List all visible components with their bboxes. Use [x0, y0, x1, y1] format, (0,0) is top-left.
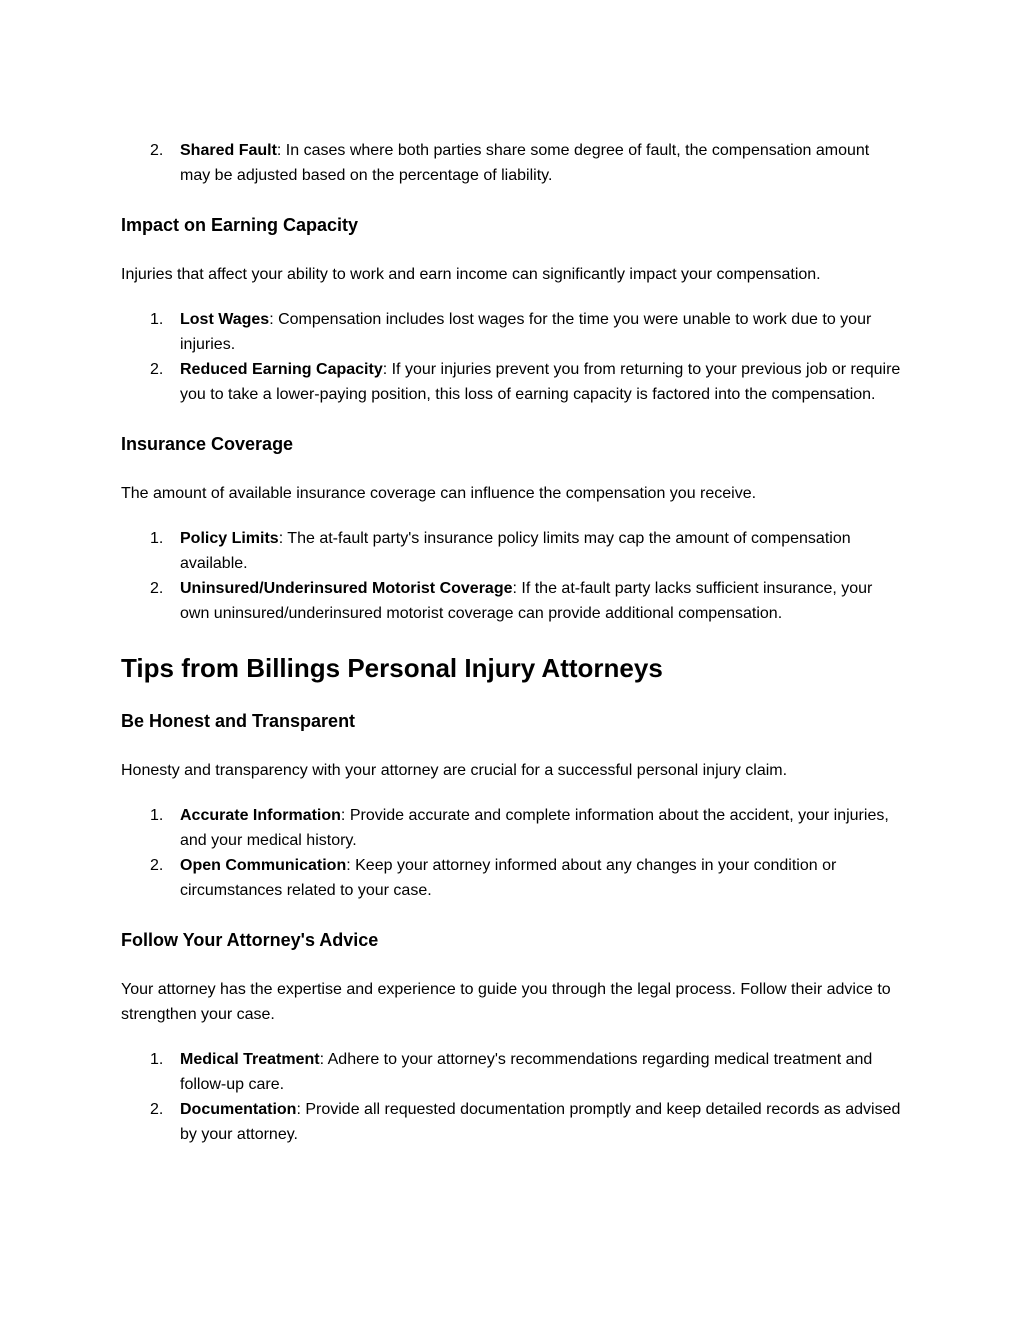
- list-item-number: 2.: [150, 142, 164, 159]
- list-item-rest: : The at-fault party's insurance policy limits may cap the amount of compensation available.: [180, 530, 851, 572]
- numbered-list-earning-capacity: [121, 307, 903, 407]
- section-heading-insurance-coverage: Insurance Coverage: [121, 434, 294, 454]
- list-item-text: [180, 803, 903, 853]
- list-item-term: Documentation: [180, 1101, 297, 1118]
- section-heading-follow-advice: Follow Your Attorney's Advice: [121, 930, 379, 950]
- list-item-rest: : Keep your attorney informed about any changes in your condition or circumstances related to your case.: [180, 857, 837, 899]
- list-item-text: [180, 138, 903, 188]
- numbered-list-follow-advice: [121, 1047, 903, 1147]
- list-item-term: Shared Fault: [180, 142, 277, 159]
- list-item: [121, 307, 903, 357]
- section-heading-earning-capacity: Impact on Earning Capacity: [121, 215, 359, 235]
- list-item-text: [180, 307, 903, 357]
- list-item-rest: : Provide accurate and complete information about the accident, your injuries, and your medical history.: [180, 807, 889, 849]
- list-item-term: Lost Wages: [180, 311, 270, 328]
- paragraph-honest-transparent: Honesty and transparency with your attorney are crucial for a successful personal injury claim.: [121, 762, 788, 779]
- list-item-number: 1.: [150, 311, 164, 328]
- paragraph-insurance-coverage: The amount of available insurance coverage can influence the compensation you receive.: [121, 485, 757, 502]
- numbered-list-honest-transparent: [121, 803, 903, 903]
- list-item-text: [180, 1047, 903, 1097]
- list-item-rest: : Provide all requested documentation promptly and keep detailed records as advised by your attorney.: [180, 1101, 901, 1143]
- list-item-term: Accurate Information: [180, 807, 341, 824]
- list-item: [121, 576, 903, 626]
- list-item-rest: : If your injuries prevent you from returning to your previous job or require you to take a lower-paying position, this loss of earning capacity is factored into the compensation.: [180, 361, 901, 403]
- list-item-rest: : If the at-fault party lacks sufficient insurance, your own uninsured/underinsured motorist coverage can provide additional compensation.: [180, 580, 873, 622]
- list-item-rest: : In cases where both parties share some degree of fault, the compensation amount may be adjusted based on the percentage of liability.: [180, 142, 870, 184]
- section-heading-honest-transparent: Be Honest and Transparent: [121, 711, 356, 731]
- list-item-text: [180, 357, 903, 407]
- list-item-number: 1.: [150, 1051, 164, 1068]
- list-item-rest: : Adhere to your attorney's recommendations regarding medical treatment and follow-up care.: [180, 1051, 873, 1093]
- list-item-term: Policy Limits: [180, 530, 279, 547]
- list-item: [121, 1047, 903, 1097]
- paragraph-follow-advice: Your attorney has the expertise and experience to guide you through the legal process. Follow their advice to strengthen your case.: [121, 981, 891, 1023]
- list-item: [121, 1097, 903, 1147]
- main-heading: Tips from Billings Personal Injury Attorneys: [121, 653, 663, 683]
- list-item: [121, 357, 903, 407]
- list-item-number: 2.: [150, 361, 164, 378]
- list-item: [121, 526, 903, 576]
- list-item-number: 2.: [150, 857, 164, 874]
- list-item-number: 1.: [150, 807, 164, 824]
- list-item-term: Reduced Earning Capacity: [180, 361, 383, 378]
- list-item: [121, 138, 903, 188]
- list-item-rest: : Compensation includes lost wages for the time you were unable to work due to your injuries.: [180, 311, 872, 353]
- list-item-number: 2.: [150, 580, 164, 597]
- list-item-text: [180, 1097, 903, 1147]
- carryover-numbered-list: [121, 138, 903, 188]
- list-item-number: 2.: [150, 1101, 164, 1118]
- paragraph-earning-capacity: Injuries that affect your ability to work and earn income can significantly impact your compensation.: [121, 266, 821, 283]
- list-item-term: Open Communication: [180, 857, 347, 874]
- list-item-text: [180, 853, 903, 903]
- list-item-term: Uninsured/Underinsured Motorist Coverage: [180, 580, 513, 597]
- list-item-text: [180, 576, 903, 626]
- numbered-list-insurance-coverage: [121, 526, 903, 626]
- list-item-term: Medical Treatment: [180, 1051, 320, 1068]
- list-item: [121, 803, 903, 853]
- list-item-number: 1.: [150, 530, 164, 547]
- list-item-text: [180, 526, 903, 576]
- list-item: [121, 853, 903, 903]
